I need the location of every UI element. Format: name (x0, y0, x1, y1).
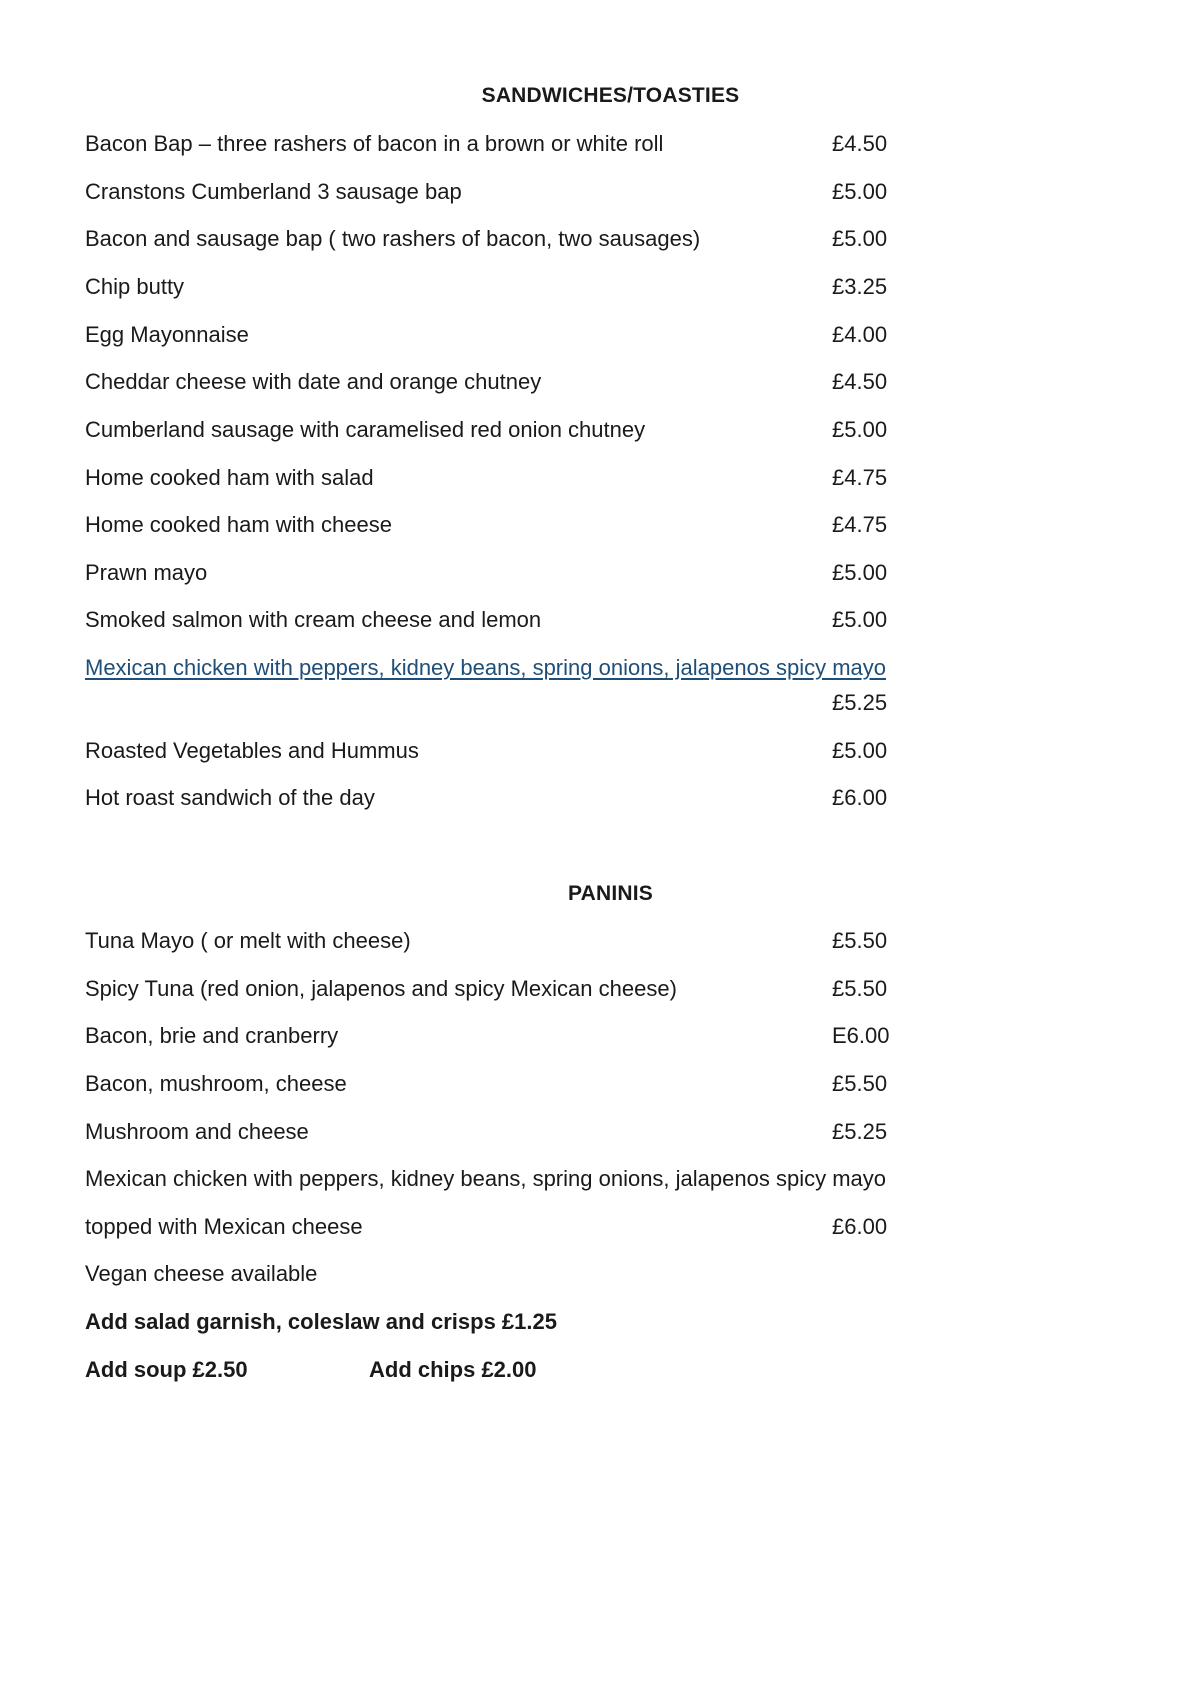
menu-item (85, 177, 900, 207)
item-name: Home cooked ham with cheese (85, 512, 392, 537)
menu-item (85, 783, 900, 813)
menu-item (85, 736, 900, 766)
item-name: Tuna Mayo ( or melt with cheese) (85, 928, 411, 953)
item-name: Egg Mayonnaise (85, 322, 249, 347)
extras-garnish-text: Add salad garnish, coleslaw and crisps £1.25 (85, 1309, 557, 1334)
vegan-note (85, 1259, 900, 1289)
menu-item (85, 1021, 900, 1051)
item-price: £5.50 (832, 928, 888, 953)
menu-item (85, 1117, 900, 1147)
menu-item (85, 605, 900, 635)
item-price: £5.25 (832, 690, 888, 715)
item-price: £5.00 (832, 179, 888, 204)
note-text: Vegan cheese available (85, 1261, 318, 1286)
menu-item (85, 272, 900, 302)
item-price: £4.50 (832, 369, 888, 394)
item-name: Cranstons Cumberland 3 sausage bap (85, 179, 462, 204)
item-price: £5.50 (832, 1071, 888, 1096)
item-price: £4.75 (832, 465, 888, 490)
extras-chips-text: Add chips £2.00 (369, 1357, 537, 1382)
item-name: Prawn mayo (85, 560, 208, 585)
item-name: Smoked salmon with cream cheese and lemon (85, 607, 542, 632)
extras-garnish (85, 1307, 900, 1337)
menu-item (85, 1164, 900, 1194)
item-price: £5.25 (832, 1119, 888, 1144)
item-name: Bacon and sausage bap ( two rashers of bacon, two sausages) (85, 226, 701, 251)
item-price: £5.00 (832, 607, 888, 632)
item-price: £3.25 (832, 274, 888, 299)
extras-soup-text: Add soup £2.50 (85, 1357, 248, 1382)
item-name: Bacon, mushroom, cheese (85, 1071, 347, 1096)
extras-soup-chips (85, 1355, 900, 1385)
item-name: Bacon, brie and cranberry (85, 1023, 339, 1048)
menu-item (85, 974, 900, 1004)
menu-item (85, 320, 900, 350)
item-name: Bacon Bap – three rashers of bacon in a brown or white roll (85, 131, 664, 156)
item-price: £4.75 (832, 512, 888, 537)
item-price: £5.00 (832, 738, 888, 763)
menu-item (85, 510, 900, 540)
item-price: £6.00 (832, 785, 888, 810)
item-name: topped with Mexican cheese (85, 1214, 363, 1239)
item-name: Cheddar cheese with date and orange chutney (85, 369, 542, 394)
item-name: Mushroom and cheese (85, 1119, 309, 1144)
item-name: Cumberland sausage with caramelised red onion chutney (85, 417, 646, 442)
item-name: Spicy Tuna (red onion, jalapenos and spicy Mexican cheese) (85, 976, 677, 1001)
item-name: Mexican chicken with peppers, kidney beans, spring onions, jalapenos spicy mayo (85, 1166, 886, 1191)
item-name-link[interactable]: Mexican chicken with peppers, kidney beans, spring onions, jalapenos spicy mayo (85, 655, 886, 680)
item-name: Roasted Vegetables and Hummus (85, 738, 419, 763)
paninis-heading: PANINIS (567, 882, 654, 905)
menu-item-link[interactable] (85, 653, 900, 683)
menu-item (85, 463, 900, 493)
menu-item (85, 129, 900, 159)
menu-item (85, 224, 900, 254)
item-price: £4.50 (832, 131, 888, 156)
item-name: Hot roast sandwich of the day (85, 785, 375, 810)
menu-item-price-row (85, 688, 900, 718)
menu-item (85, 367, 900, 397)
item-name: Chip butty (85, 274, 185, 299)
item-price: £5.00 (832, 560, 888, 585)
item-name: Home cooked ham with salad (85, 465, 374, 490)
menu-item (85, 558, 900, 588)
item-price: £5.00 (832, 417, 888, 442)
item-price: E6.00 (832, 1023, 890, 1048)
sandwiches-heading: SANDWICHES/TOASTIES (481, 84, 740, 107)
menu-item (85, 926, 900, 956)
menu-item (85, 415, 900, 445)
menu-item (85, 1212, 900, 1242)
item-price: £6.00 (832, 1214, 888, 1239)
item-price: £4.00 (832, 322, 888, 347)
menu-item (85, 1069, 900, 1099)
item-price: £5.00 (832, 226, 888, 251)
item-price: £5.50 (832, 976, 888, 1001)
